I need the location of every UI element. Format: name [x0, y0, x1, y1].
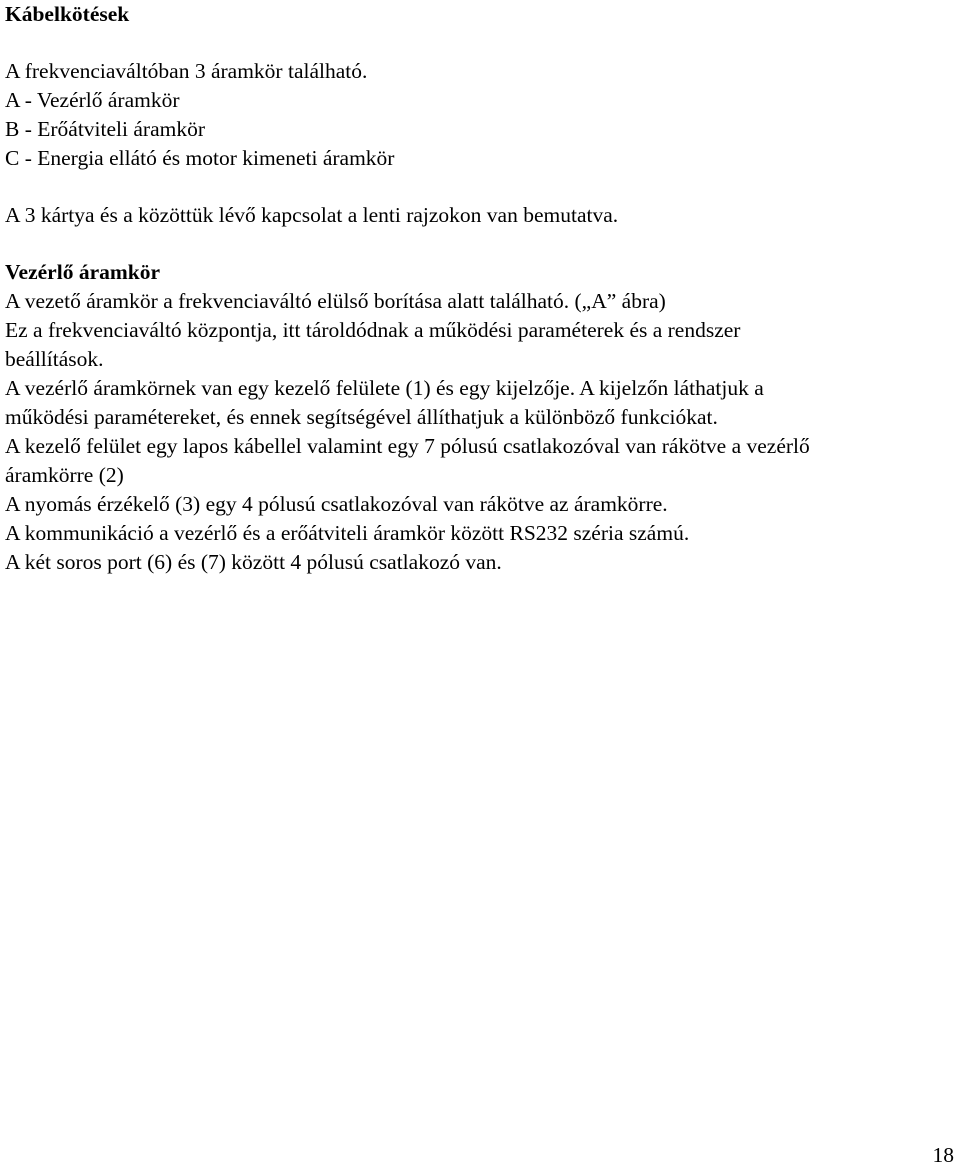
section-line-10: A két soros port (6) és (7) között 4 pólusú csatlakozó van. — [5, 550, 502, 574]
section-line-2: Ez a frekvenciaváltó központja, itt tároldódnak a működési paraméterek és a rendszer — [5, 318, 741, 342]
section-line-4: A vezérlő áramkörnek van egy kezelő felülete (1) és egy kijelzője. A kijelzőn láthatjuk a — [5, 376, 764, 400]
document-heading: Kábelkötések — [5, 2, 130, 26]
intro-line-3: B - Erőátviteli áramkör — [5, 117, 205, 141]
section-line-5: működési paramétereket, és ennek segítségével állíthatjuk a különböző funkciókat. — [5, 405, 718, 429]
page-number: 18 — [932, 1143, 954, 1167]
intro-line-2: A - Vezérlő áramkör — [5, 88, 180, 112]
section-line-7: áramkörre (2) — [5, 463, 124, 487]
section-line-3: beállítások. — [5, 347, 104, 371]
section-line-1: A vezető áramkör a frekvenciaváltó elülső borítása alatt található. („A” ábra) — [5, 289, 666, 313]
section-line-8: A nyomás érzékelő (3) egy 4 pólusú csatlakozóval van rákötve az áramkörre. — [5, 492, 668, 516]
intro-line-4: C - Energia ellátó és motor kimeneti áramkör — [5, 146, 395, 170]
section-line-9: A kommunikáció a vezérlő és a erőátviteli áramkör között RS232 széria számú. — [5, 521, 690, 545]
section-title: Vezérlő áramkör — [5, 260, 161, 284]
summary-line: A 3 kártya és a közöttük lévő kapcsolat a lenti rajzokon van bemutatva. — [5, 203, 619, 227]
intro-line-1: A frekvenciaváltóban 3 áramkör található. — [5, 59, 368, 83]
section-line-6: A kezelő felület egy lapos kábellel valamint egy 7 pólusú csatlakozóval van rákötve a vezérlő — [5, 434, 810, 458]
